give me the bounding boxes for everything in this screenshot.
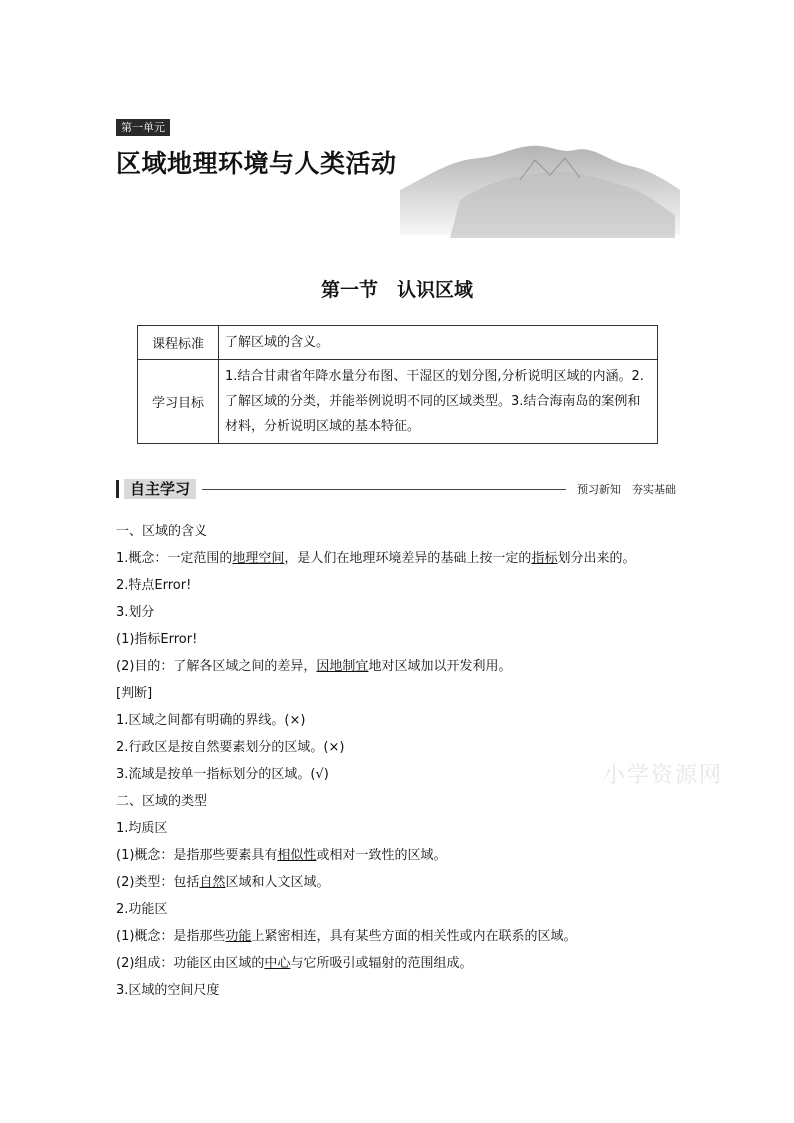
text-line: (1)概念：是指那些要素具有相似性或相对一致性的区域。 (116, 848, 447, 863)
judge-heading: [判断] (116, 686, 153, 701)
text-line: 1.概念：一定范围的地理空间，是人们在地理环境差异的基础上按一定的指标划分出来的。 (116, 551, 636, 566)
underlined-answer: 因地制宜 (316, 659, 369, 674)
mountain-ink-illustration (400, 120, 680, 240)
underlined-answer: 中心 (264, 956, 291, 971)
watermark: 小学资源网 (603, 763, 724, 788)
text-line: (2)目的：了解各区域之间的差异，因地制宜地对区域加以开发利用。 (116, 659, 512, 674)
text-line: 3.区域的空间尺度 (116, 983, 220, 998)
table-row (138, 326, 658, 360)
text-line: 2.特点Error! (116, 578, 192, 593)
text-line: 1.均质区 (116, 821, 168, 836)
row-text: 1.结合甘肃省年降水量分布图、干湿区的划分图,分析说明区域的内涵。2.了解区域的分类，并能举例说明不同的区域类型。3.结合海南岛的案例和材料，分析说明区域的基本特征。 (219, 360, 658, 444)
self-study-bar (116, 478, 678, 500)
judge-item: 2.行政区是按自然要素划分的区域。(×) (116, 740, 345, 755)
divider-line (202, 489, 566, 490)
self-study-subtitle: 预习新知 夯实基础 (577, 483, 676, 496)
underlined-answer: 自然 (199, 875, 226, 890)
standards-table (137, 325, 658, 444)
text-line: (2)类型：包括自然区域和人文区域。 (116, 875, 330, 890)
heading-line: 二、区域的类型 (116, 794, 208, 809)
unit-title: 区域地理环境与人类活动 (116, 149, 397, 178)
underlined-answer: 指标 (531, 551, 558, 566)
text-line: 2.功能区 (116, 902, 168, 917)
underlined-answer: 地理空间 (232, 551, 285, 566)
underlined-answer: 相似性 (277, 848, 317, 863)
row-label: 课程标准 (138, 326, 219, 360)
text-line: 3.划分 (116, 605, 155, 620)
text-line: (2)组成：功能区由区域的中心与它所吸引或辐射的范围组成。 (116, 956, 473, 971)
text-line: (1)指标Error! (116, 632, 198, 647)
judge-item: 3.流域是按单一指标划分的区域。(√) (116, 767, 329, 782)
heading-line: 一、区域的含义 (116, 524, 208, 539)
row-label: 学习目标 (138, 360, 219, 444)
underlined-answer: 功能 (225, 929, 252, 944)
section-marker (116, 480, 119, 498)
text-line: (1)概念：是指那些功能上紧密相连，具有某些方面的相关性或内在联系的区域。 (116, 929, 577, 944)
section-title: 第一节 认识区域 (320, 279, 473, 301)
judge-item: 1.区域之间都有明确的界线。(×) (116, 713, 306, 728)
row-text: 了解区域的含义。 (219, 326, 658, 360)
table-row (138, 360, 658, 444)
study-content (116, 522, 686, 1008)
unit-tag: 第一单元 (116, 119, 170, 136)
self-study-title: 自主学习 (124, 479, 196, 499)
